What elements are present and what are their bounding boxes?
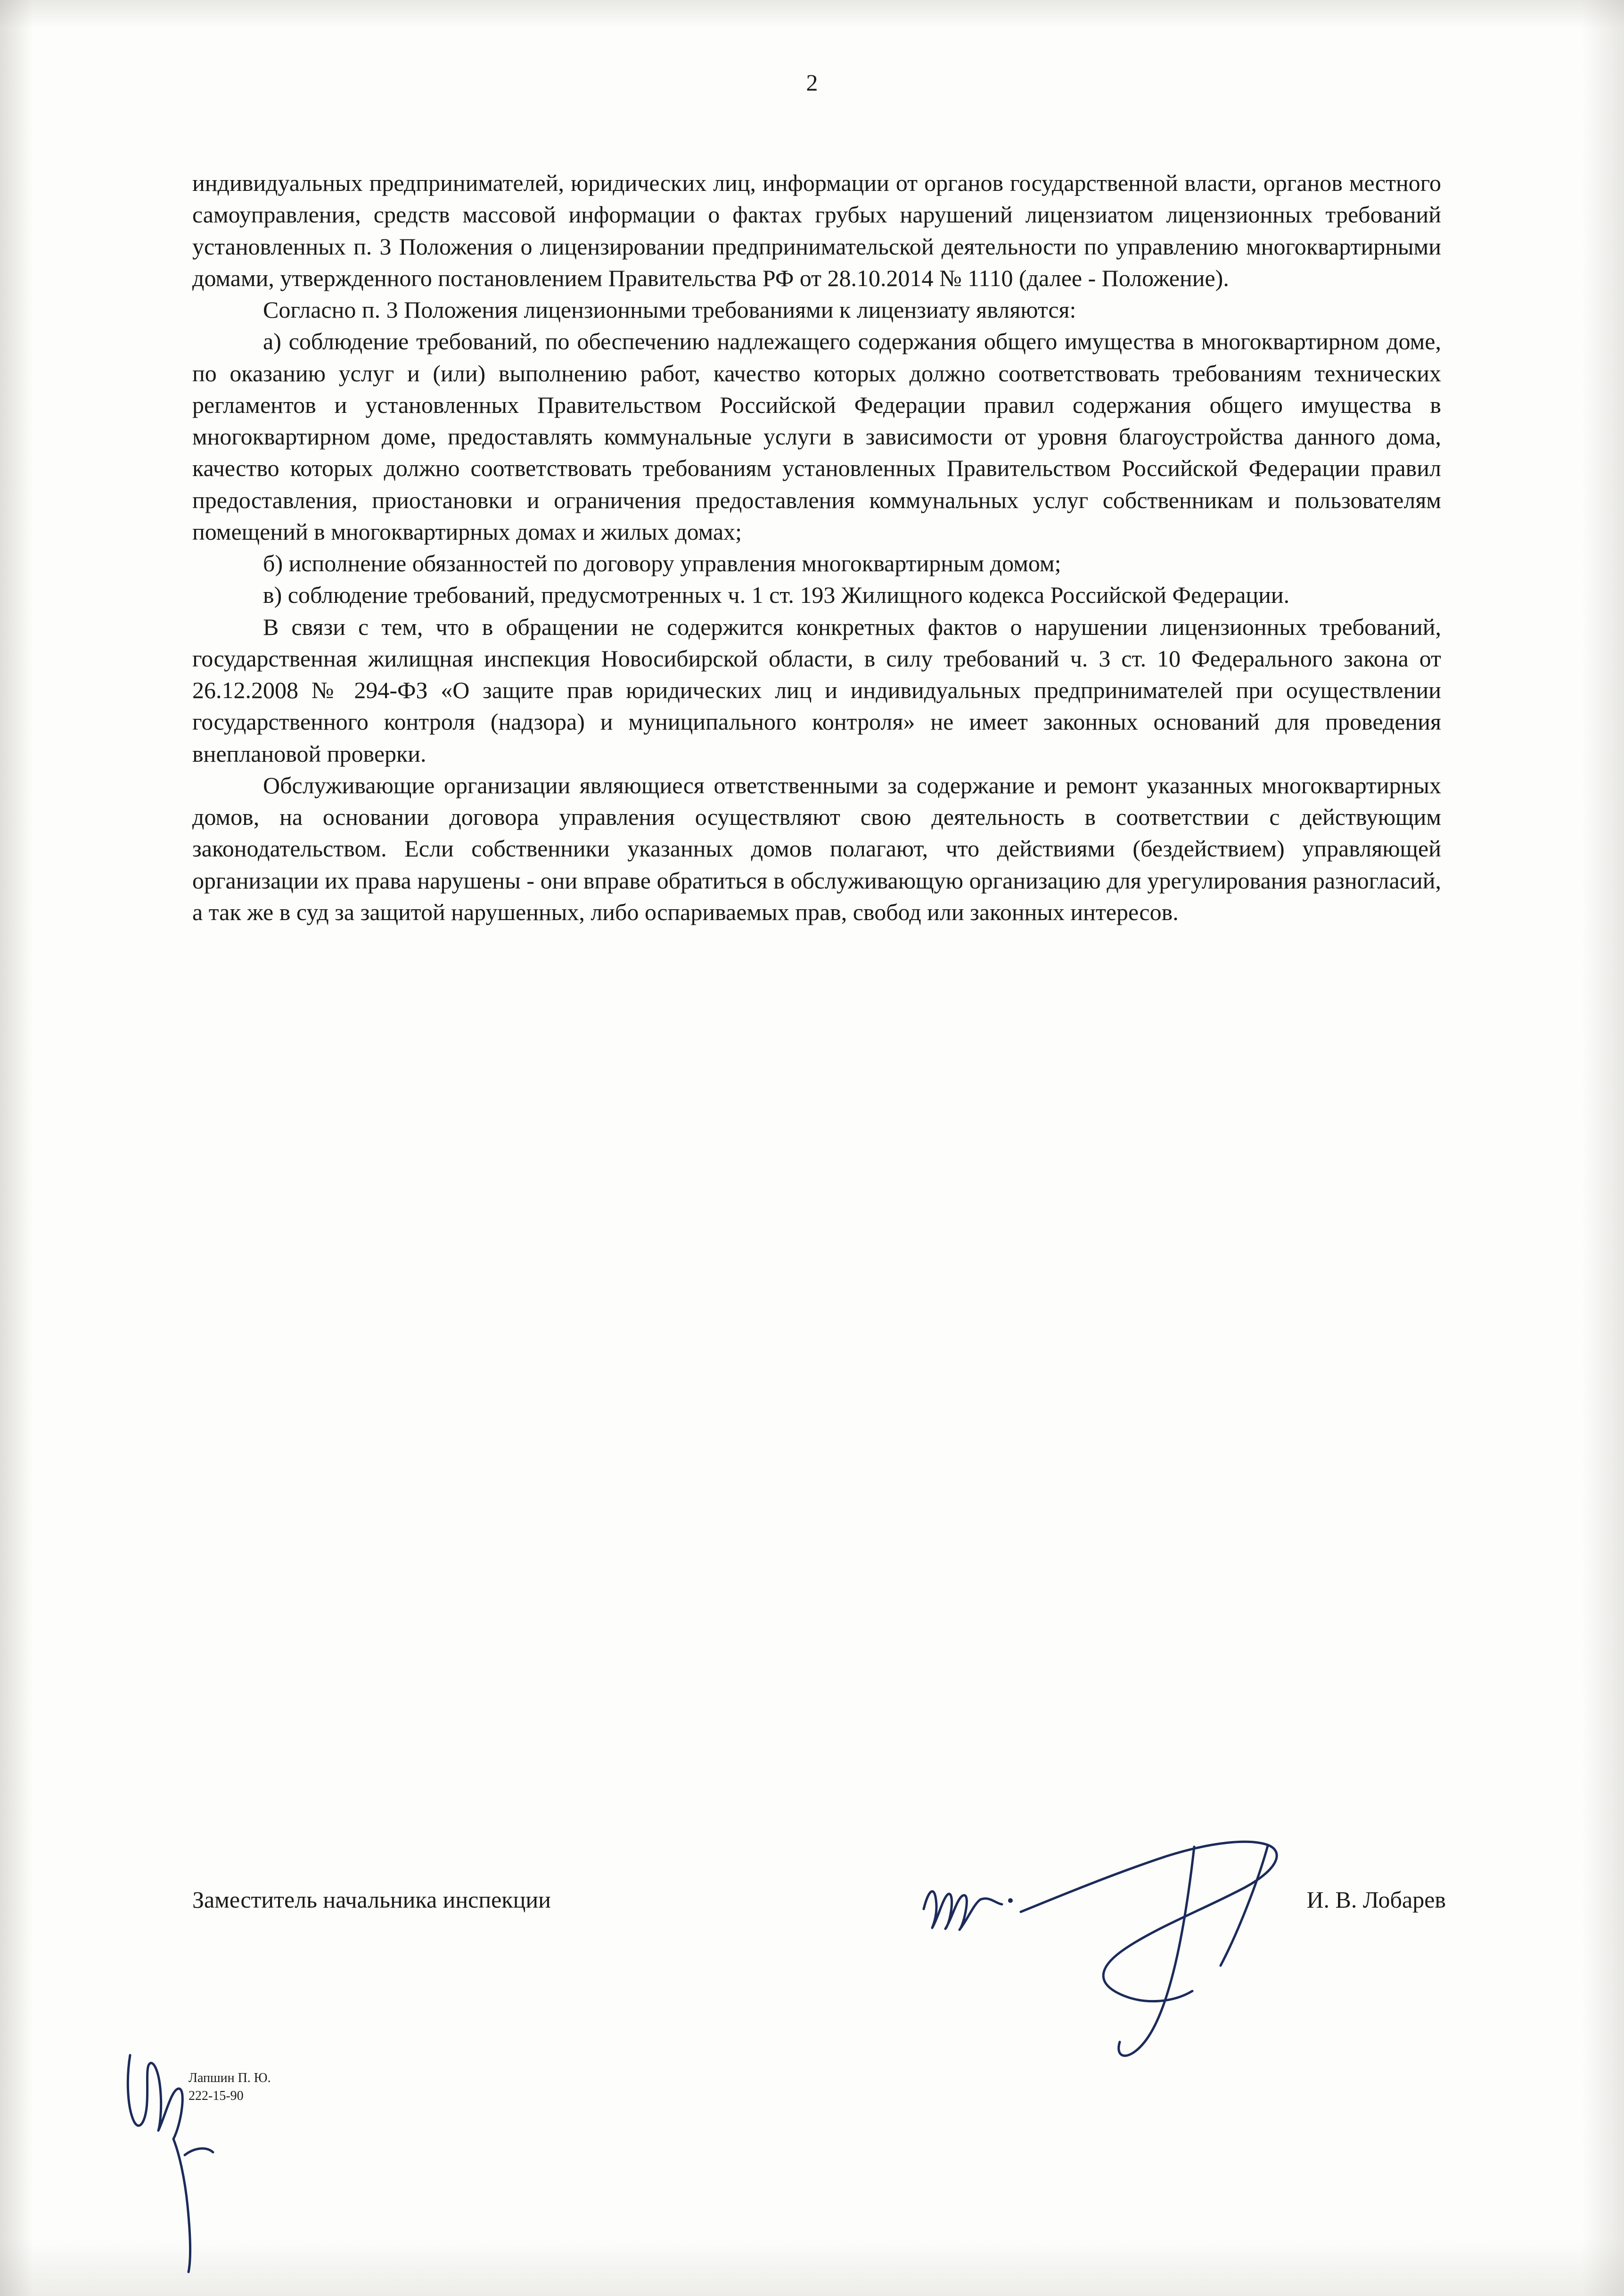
paragraph: индивидуальных предпринимателей, юридических лиц, информации от органов государственной власти, органов местного самоуправления, средств массовой информации о фактах грубых нарушений лицензиатом лицензионных требований установленных п. 3 Положения о лицензировании предпринимательской деятельности по управлению многоквартирными домами, утвержденного постановлением Правительства РФ от 28.10.2014 № 1110 (далее - Положение). (192, 170, 1441, 291)
page-number: 2 (806, 69, 818, 96)
scan-shadow-top (0, 0, 1624, 28)
paragraph: а) соблюдение требований, по обеспечению надлежащего содержания общего имущества в многоквартирном доме, по оказанию услуг и (или) выполнению работ, качество которых должно соответствовать требованиям технических регламентов и установленных Правительством Российской Федерации правил содержания общего имущества в многоквартирном доме, предоставлять коммунальные услуги в зависимости от уровня благоустройства данного дома, качество которых должно соответствовать требованиям установленных Правительством Российской Федерации правил предоставления, приостановки и ограничения предоставления коммунальных услуг собственникам и пользователям помещений в многоквартирных домах и жилых домах; (192, 328, 1441, 545)
paragraph: В связи с тем, что в обращении не содержится конкретных фактов о нарушении лицензионных требований, государственная жилищная инспекция Новосибирской области, в силу требований ч. 3 ст. 10 Федерального закона от 26.12.2008 № 294-ФЗ «О защите прав юридических лиц и индивидуальных предпринимателей при осуществлении государственного контроля (надзора) и муниципального контроля» не имеет законных оснований для проведения внеплановой проверки. (192, 613, 1441, 767)
paragraph: б) исполнение обязанностей по договору управления многоквартирным домом; (263, 550, 1061, 576)
scan-shadow-left (0, 0, 33, 2296)
signatory-title: Заместитель начальника инспекции (192, 1886, 551, 1913)
scan-shadow-right (1582, 0, 1624, 2296)
document-body (192, 167, 1441, 928)
signatory-name: И. В. Лобарев (1306, 1886, 1446, 1913)
paragraph: Согласно п. 3 Положения лицензионными требованиями к лицензиату являются: (263, 296, 1076, 323)
executor-info (189, 2069, 271, 2105)
scan-shadow-bottom (0, 2239, 1624, 2296)
executor-name: Лапшин П. Ю. (189, 2071, 271, 2085)
handwritten-signature-icon (910, 1829, 1334, 2093)
executor-phone: 222-15-90 (189, 2088, 244, 2103)
paragraph: в) соблюдение требований, предусмотренных ч. 1 ст. 193 Жилищного кодекса Российской Федерации. (263, 582, 1290, 609)
paragraph: Обслуживающие организации являющиеся ответственными за содержание и ремонт указанных многоквартирных домов, на основании договора управления осуществляют свою деятельность в соответствии с действующим законодательством. Если собственники указанных домов полагают, что действиями (бездействием) управляющей организации их права нарушены - они вправе обратиться в обслуживающую организацию для урегулирования разногласий, а так же в суд за защитой нарушенных, либо оспариваемых прав, свобод или законных интересов. (192, 772, 1441, 925)
signature-line (192, 1885, 1446, 1942)
